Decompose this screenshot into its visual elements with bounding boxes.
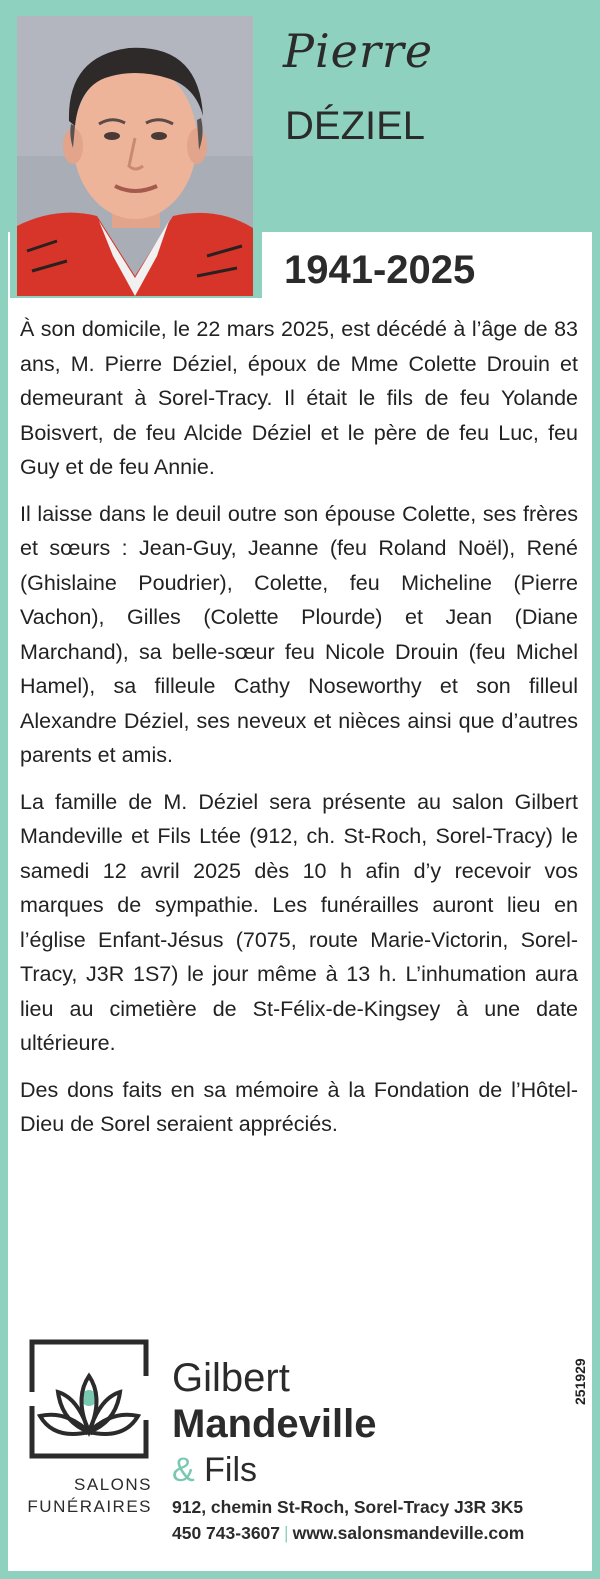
lotus-logo-icon <box>26 1336 152 1462</box>
funeral-home-address: 912, chemin St-Roch, Sorel-Tracy J3R 3K5 <box>172 1497 524 1517</box>
last-name: DÉZIEL <box>285 104 426 148</box>
brand-ampersand: & <box>172 1451 195 1489</box>
phone-number: 450 743-3607 <box>172 1523 281 1543</box>
obituary-paragraph: À son domicile, le 22 mars 2025, est décédé à l’âge de 83 ans, M. Pierre Déziel, époux de Mme Colette Drouin et demeurant à Sorel-Tracy. Il était le fils de feu Yolande Boisvert, de feu Alcide Déziel et le père de feu Luc, feu Guy et de feu Annie. <box>20 317 578 479</box>
ad-code: 251929 <box>572 1358 588 1405</box>
contact-line <box>172 1523 524 1544</box>
website-link[interactable]: www.salonsmandeville.com <box>292 1523 525 1543</box>
obituary-text <box>20 312 578 1154</box>
brand-name-line3 <box>172 1450 257 1490</box>
contact-separator: | <box>284 1523 289 1543</box>
first-name: Pierre <box>283 24 434 78</box>
funeraires-label: FUNÉRAIRES <box>27 1497 152 1516</box>
life-years: 1941-2025 <box>284 248 476 292</box>
obituary-paragraph: Il laisse dans le deuil outre son épouse Colette, ses frères et sœurs : Jean-Guy, Jeanne (feu Roland Noël), René (Ghislaine Poudrier), Colette, feu Micheline (Pierre Vachon), Gilles (Colette Plourde) et Jean (Diane Marchand), sa belle-sœur feu Nicole Drouin (feu Michel Hamel), sa filleule Cathy Noseworthy et son filleul Alexandre Déziel, ses neveux et nièces ainsi que d’autres parents et amis. <box>20 501 578 767</box>
salons-label: SALONS <box>74 1475 152 1494</box>
brand-name-line2: Mandeville <box>172 1402 377 1446</box>
portrait-photo <box>17 16 253 296</box>
obituary-paragraph: La famille de M. Déziel sera présente au salon Gilbert Mandeville et Fils Ltée (912, ch. St-Roch, Sorel-Tracy) le samedi 12 avril 2025 dès 10 h afin d’y recevoir vos marques de sympathie. Les funérailles auront lieu en l’église Enfant-Jésus (7075, route Marie-Victorin, Sorel-Tracy, J3R 1S7) le jour même à 13 h. L’inhumation aura lieu au cimetière de St-Félix-de-Kingsey à une date ultérieure. <box>20 789 578 1055</box>
brand-name-line1: Gilbert <box>172 1356 290 1400</box>
brand-fils: Fils <box>204 1451 258 1489</box>
obituary-paragraph: Des dons faits en sa mémoire à la Fondation de l’Hôtel-Dieu de Sorel seraient appréciés. <box>20 1077 578 1136</box>
